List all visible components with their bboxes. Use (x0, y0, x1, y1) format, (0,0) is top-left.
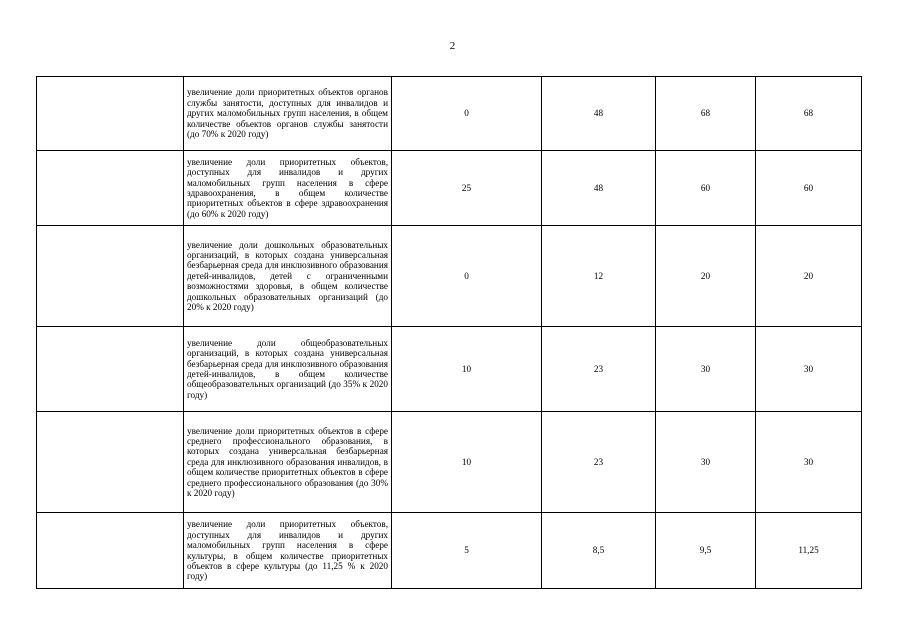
indicator-description: увеличение доли дошкольных образовательных организаций, в которых создана универсальная безбарьерная среда для инклюзивного образования детей-инвалидов, детей с ограниченными возможностями здоровья, в общем количестве дошкольных образовательных организаций (до 20% к 2020 году) (184, 226, 392, 327)
value-cell: 30 (656, 327, 756, 412)
table-row (37, 226, 862, 327)
value-cell: 12 (542, 226, 656, 327)
indicator-description: увеличение доли приоритетных объектов, доступных для инвалидов и других маломобильных групп населения в сфере культуры, в общем количестве приоритетных объектов в сфере культуры (до 11,25 % к 2020 году) (184, 513, 392, 589)
table-cell-empty (37, 412, 184, 513)
table-row (37, 151, 862, 226)
value-cell: 30 (756, 412, 862, 513)
value-cell: 0 (392, 226, 542, 327)
value-cell: 30 (656, 412, 756, 513)
value-cell: 30 (756, 327, 862, 412)
value-cell: 23 (542, 412, 656, 513)
value-cell: 23 (542, 327, 656, 412)
table-row (37, 77, 862, 151)
value-cell: 8,5 (542, 513, 656, 589)
indicator-description: увеличение доли общеобразовательных организаций, в которых создана универсальная безбарьерная среда для инклюзивного образования детей-инвалидов, в общем количестве общеобразовательных организаций (до 35% к 2020 году) (184, 327, 392, 412)
table-row (37, 513, 862, 589)
value-cell: 60 (756, 151, 862, 226)
table-cell-empty (37, 151, 184, 226)
indicator-description: увеличение доли приоритетных объектов, доступных для инвалидов и других маломобильных групп населения в сфере здравоохранения, в общем количестве приоритетных объектов в сфере здравоохранения (до 60% к 2020 году) (184, 151, 392, 226)
value-cell: 20 (756, 226, 862, 327)
table-cell-empty (37, 513, 184, 589)
indicator-description: увеличение доли приоритетных объектов в сфере среднего профессионального образования, в которых создана универсальная безбарьерная среда для инклюзивного образования инвалидов, в общем количестве приоритетных объектов в сфере среднего профессионального образования (до 30% к 2020 году) (184, 412, 392, 513)
value-cell: 0 (392, 77, 542, 151)
table-row (37, 327, 862, 412)
value-cell: 20 (656, 226, 756, 327)
table-row (37, 412, 862, 513)
value-cell: 25 (392, 151, 542, 226)
value-cell: 68 (756, 77, 862, 151)
value-cell: 10 (392, 327, 542, 412)
value-cell: 60 (656, 151, 756, 226)
table-cell-empty (37, 226, 184, 327)
indicators-table (36, 76, 862, 589)
value-cell: 11,25 (756, 513, 862, 589)
value-cell: 48 (542, 77, 656, 151)
value-cell: 5 (392, 513, 542, 589)
table-cell-empty (37, 77, 184, 151)
value-cell: 48 (542, 151, 656, 226)
value-cell: 9,5 (656, 513, 756, 589)
table-cell-empty (37, 327, 184, 412)
page-number: 2 (449, 40, 456, 52)
indicator-description: увеличение доли приоритетных объектов органов службы занятости, доступных для инвалидов и других маломобильных групп населения, в общем количестве объектов органов службы занятости (до 70% к 2020 году) (184, 77, 392, 151)
value-cell: 10 (392, 412, 542, 513)
value-cell: 68 (656, 77, 756, 151)
